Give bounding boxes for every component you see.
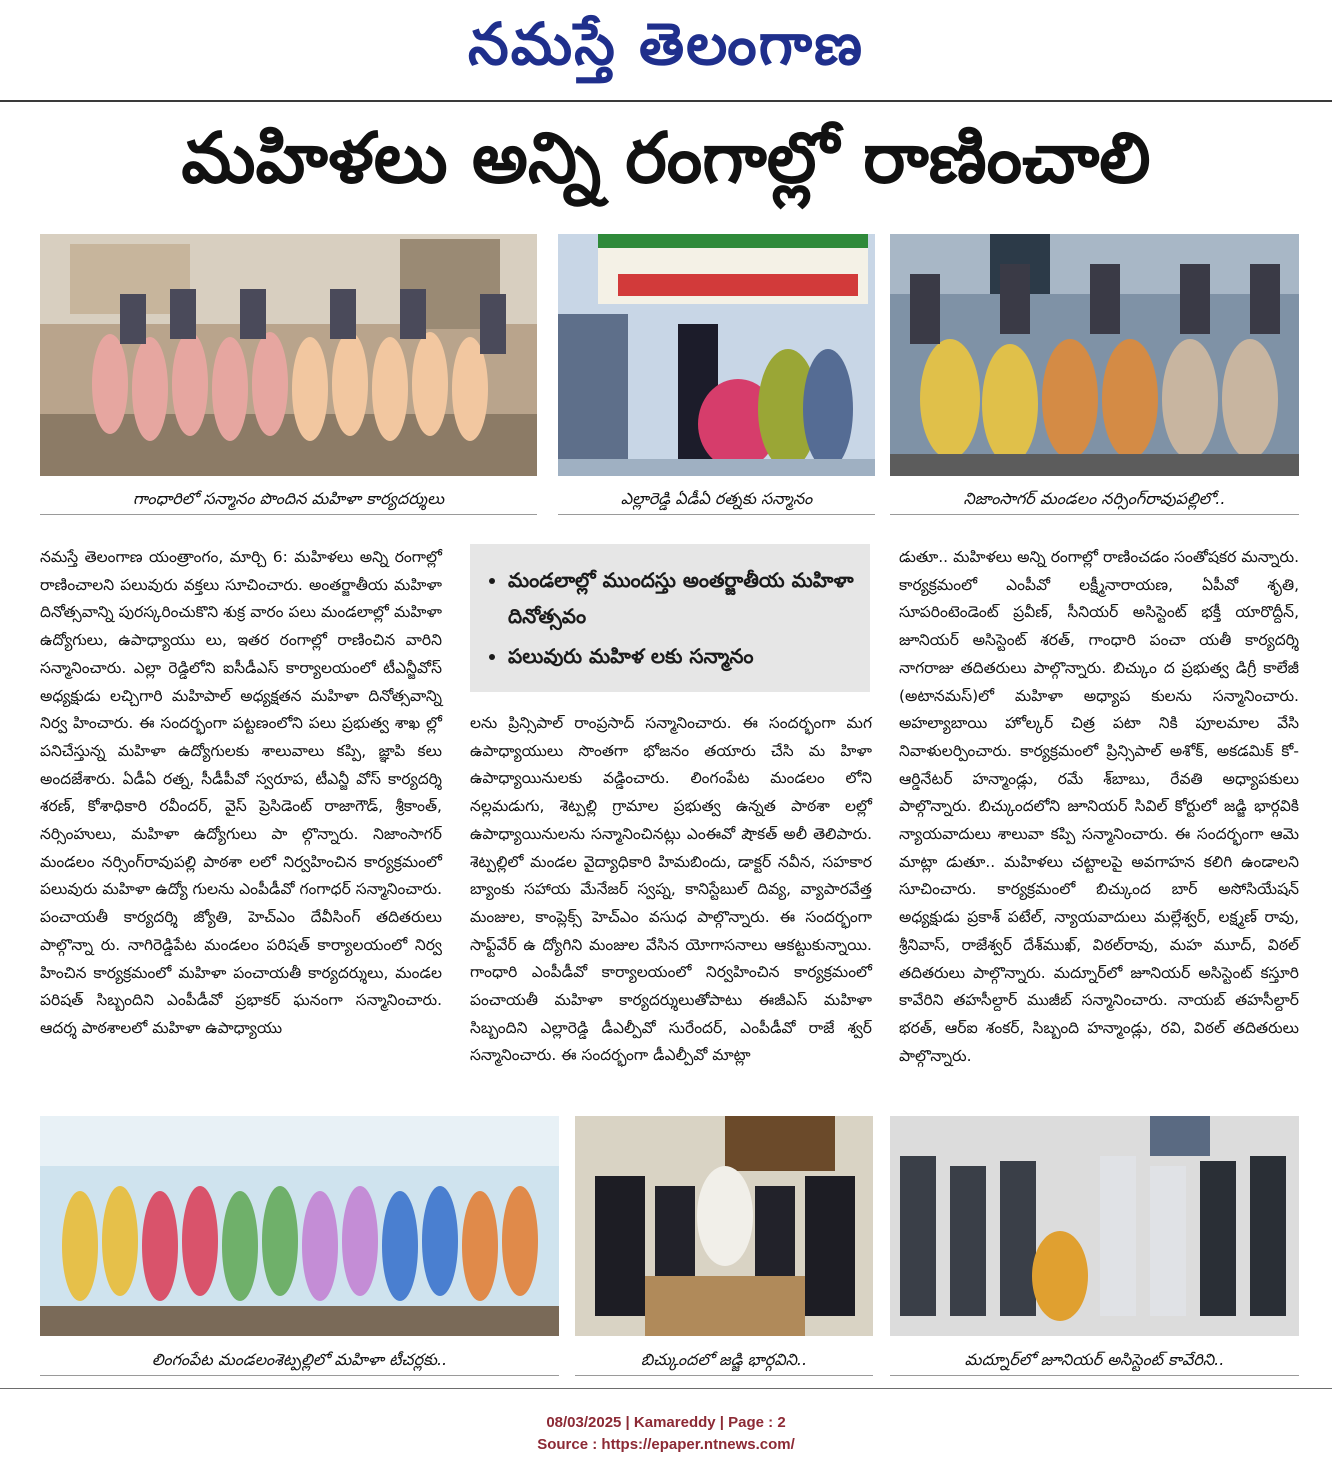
highlight-item: • మండలాల్లో ముందస్తు అంతర్జాతీయ మహిళా దినోత్సవం — [508, 562, 856, 634]
caption-nizamsagar: నిజాంసాగర్ మండలం నర్సింగ్‌రావుపల్లిలో.. — [890, 484, 1299, 515]
newspaper-masthead: నమస్తే తెలంగాణ — [468, 10, 864, 78]
highlight-item: • పలువురు మహిళ లకు సన్మానం — [508, 638, 856, 674]
footer-divider — [0, 1388, 1332, 1389]
article-text-left: నమస్తే తెలంగాణ యంత్రాంగం, మార్చి 6: మహిళలు అన్ని రంగాల్లో రాణించాలని పలువురు వక్తలు సూచించారు. అంతర్జాతీయ మహిళా దినోత్సవాన్ని పురస్కరించుకొని శుక్ర వారం పలు మండలాల్లో మహిళా ఉద్యోగులు, ఉపాధ్యాయు లు, ఇతర రంగాల్లో రాణించిన వారిని సన్మానించారు. ఎల్లా రెడ్డిలోని ఐసీడీఎస్ కార్యాలయంలో టీఎన్జీవోస్ అధ్యక్షుడు లచ్చిగారి మహిపాల్ అధ్యక్షతన మహిళా దినోత్సవాన్ని నిర్వ హించారు. ఈ సందర్భంగా పట్టణంలోని పలు ప్రభుత్వ శాఖ ల్లో పనిచేస్తున్న మహిళా ఉద్యోగులకు శాలువాలు కప్పి, జ్ఞాపి కలు అందజేశారు. ఏడీఏ రత్న, సీడీపీవో స్వరూప, టీఎన్జీ వోస్ కార్యదర్శి శరణ్, కోశాధికారి రవీందర్, వైస్ ప్రెసిడెంట్ రాజాగౌడ్, శ్రీకాంత్, నర్సింహులు, మహిళా ఉద్యోగులు పా ల్గొన్నారు. నిజాంసాగర్ మండలం నర్సింగ్‌రావుపల్లి పాఠశా లలో నిర్వహించిన కార్యక్రమంలో పలువురు మహిళా ఉద్యో గులను ఎంపీడీవో గంగాధర్ సన్మానించారు. పంచాయతీ కార్యదర్శి జ్యోతి, హెచ్‌ఎం దేవీసింగ్ తదితరులు పాల్గొన్నా రు. నాగిరెడ్డిపేట మండలం పరిషత్ కార్యాలయంలో నిర్వ హించిన కార్యక్రమంలో మహిళా పంచాయతీ కార్యదర్శులు, మండల పరిషత్ సిబ్బందిని ఎంపీడీవో ప్రభాకర్ ఘనంగా సన్మానించారు. ఆదర్శ పాఠశాలలో మహిళా ఉపాధ్యాయు — [40, 548, 442, 1037]
article-column-left — [40, 544, 442, 1043]
masthead-divider — [0, 100, 1332, 102]
photo-bichkunda — [575, 1116, 873, 1336]
caption-bichkunda: బిచ్కుందలో జడ్జి భార్గవిని.. — [575, 1345, 873, 1376]
caption-madnoor: మద్నూర్‌లో జూనియర్ అసిస్టెంట్ కావేరిని.. — [890, 1345, 1299, 1376]
article-text-middle: లను ప్రిన్సిపాల్ రాంప్రసాద్ సన్మానించారు. ఈ సందర్భంగా మగ ఉపాధ్యాయులు సొంతగా భోజనం తయారు చేసి మ హిళా ఉపాధ్యాయినులకు వడ్డించారు. లింగంపేట మండలం లోని నల్లమడుగు, శెట్పల్లి గ్రామాల ప్రభుత్వ ఉన్నత పాఠశా లల్లో ఉపాధ్యాయినులను సన్మానించినట్లు ఎంఈవో షౌకత్ అలీ తెలిపారు. శెట్పల్లిలో మండల వైద్యాధికారి హిమబిందు, డాక్టర్ నవీన, సహకార బ్యాంకు సహాయ మేనేజర్ స్వప్న, కానిస్టేబుల్ దివ్య, వ్యాపారవేత్త మంజుల, కాంప్లెక్స్ హెచ్‌ఎం వసుధ పాల్గొన్నారు. ఈ సందర్భంగా సాఫ్ట్‌వేర్ ఉ ద్యోగిని మంజుల వేసిన యోగాసనాలు ఆకట్టుకున్నాయి. గాంధారి ఎంపీడీవో కార్యాలయంలో నిర్వహించిన కార్యక్రమంలో పంచాయతీ మహిళా కార్యదర్శులుతోపాటు ఈజీఎస్ మహిళా సిబ్బందిని ఎల్లారెడ్డి డీఎల్పీవో సురేందర్, ఎంపీడీవో రాజే శ్వర్ సన్మానించారు. ఈ సందర్భంగా డీఎల్పీవో మాట్లా — [470, 714, 872, 1065]
caption-lingampet: లింగంపేట మండలంశెట్పల్లిలో మహిళా టీచర్లకు.. — [40, 1345, 559, 1376]
photo-lingampet — [40, 1116, 559, 1336]
photo-gandhari — [40, 234, 537, 476]
photo-yellareddy — [558, 234, 875, 476]
caption-yellareddy: ఎల్లారెడ్డి ఏడీఏ రత్నకు సన్మానం — [558, 484, 875, 515]
photo-madnoor — [890, 1116, 1299, 1336]
article-column-middle — [470, 710, 872, 1070]
footer-source-link[interactable]: Source : https://epaper.ntnews.com/ — [537, 1436, 795, 1453]
highlight-box — [470, 544, 870, 692]
article-column-right — [899, 544, 1299, 1070]
photo-nizamsagar — [890, 234, 1299, 476]
caption-gandhari: గాంధారిలో సన్మానం పొందిన మహిళా కార్యదర్శులు — [40, 484, 537, 515]
article-headline: మహిళలు అన్ని రంగాల్లో రాణించాలి — [181, 117, 1151, 199]
footer-date-edition: 08/03/2025 | Kamareddy | Page : 2 — [546, 1414, 786, 1431]
page-footer — [0, 1412, 1332, 1456]
article-text-right: డుతూ.. మహిళలు అన్ని రంగాల్లో రాణించడం సంతోషకర మన్నారు. కార్యక్రమంలో ఎంపీవో లక్ష్మీనారాయణ, ఏపీవో శృతి, సూపరింటెండెంట్ ప్రవీణ్, సీనియర్ అసిస్టెంట్ భక్తీ యారొద్దీన్, జూనియర్ అసిస్టెంట్ శరత్, గాంధారి పంచా యతీ కార్యదర్శి నాగరాజు తదితరులు పాల్గొన్నారు. బిచ్కుం ద ప్రభుత్వ డిగ్రీ కాలేజీ (అటానమస్)లో మహిళా అధ్యాప కులను సన్మానించారు. అహల్యాబాయి హోల్కర్ చిత్ర పటా నికి పూలమాల వేసి నివాళులర్పించారు. కార్యక్రమంలో ప్రిన్సిపాల్ అశోక్, అకడమిక్ కో-ఆర్డినేటర్ హన్మాండ్లు, రమే శ్‌బాబు, రేవతి అధ్యాపకులు పాల్గొన్నారు. బిచ్కుందలోని జూనియర్ సివిల్ కోర్టులో జడ్జి భార్గవికి న్యాయవాదులు శాలువా కప్పి సన్మానించారు. ఈ సందర్భంగా ఆమె మాట్లా డుతూ.. మహిళలు చట్టాలపై అవగాహన కలిగి ఉండాలని సూచించారు. కార్యక్రమంలో బిచ్కుంద బార్ అసోసియేషన్ అధ్యక్షుడు ప్రకాశ్ పటేల్, న్యాయవాదులు మల్లేశ్వర్, లక్ష్మణ్ రావు, శ్రీనివాస్, రాజేశ్వర్ దేశ్‌ముఖ్, విఠల్‌రావు, మహ మూద్, విఠల్ తదితరులు పాల్గొన్నారు. మద్నూర్‌లో జూనియర్ అసిస్టెంట్ కస్తూరి కావేరిని తహసీల్దార్ ముజీబ్ సన్మానించారు. నాయబ్ తహసీల్దార్ భరత్, ఆర్‌ఐ శంకర్, సిబ్బంది హన్మాండ్లు, రవి, విఠల్ తదితరులు పాల్గొన్నారు. — [899, 548, 1299, 1065]
